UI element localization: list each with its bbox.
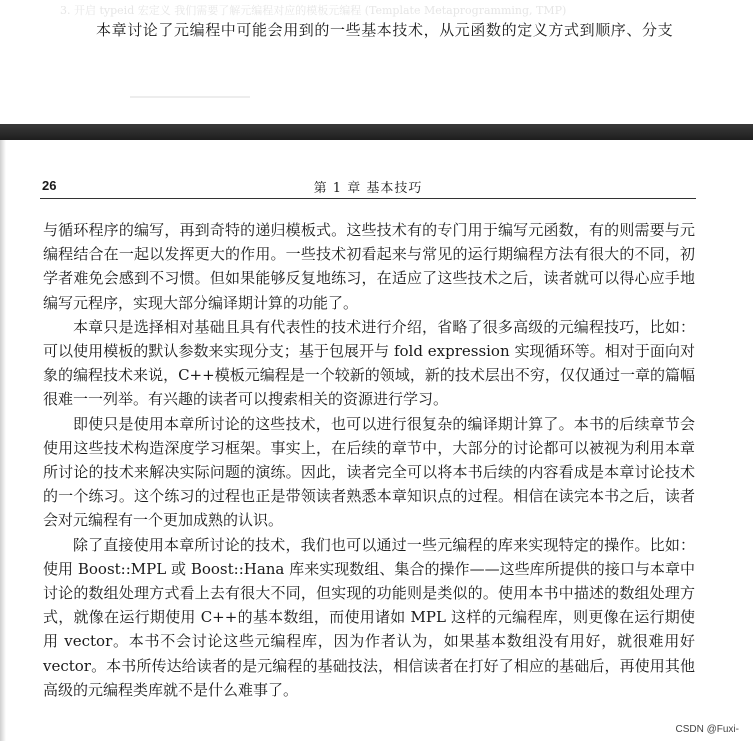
body-text [43,218,695,702]
previous-page-fragment [0,0,753,124]
paragraph: 本章只是选择相对基础且具有代表性的技术进行介绍，省略了很多高级的元编程技巧，比如：可以使用模板的默认参数来实现分支；基于包展开与 fold expression 实现循环等。相对于面向对象的编程技术来说，C++模板元编程是一个较新的领域，新的技术层出不穷，仅仅通过一章的篇幅很难一一列举。有兴趣的读者可以搜索相关的资源进行学习。 [43,317,695,409]
paragraph: 除了直接使用本章所讨论的技术，我们也可以通过一些元编程的库来实现特定的操作。比如：使用 Boost::MPL 或 Boost::Hana 库来实现数组、集合的操作——这些库所提供的接口与本章中讨论的数组处理方式看上去有很大不同，但实现的功能则是类似的。使用本书中描述的数组处理方式，就像在运行期使用 C++的基本数组，而使用诸如 MPL 这样的元编程库，则更像在运行期使用 vector。本书不会讨论这些元编程库，因为作者认为，如果基本数组没有用好，就很难用好 vector。本书所传达给读者的是元编程的基础技法，相信读者在打好了相应的基础后，再使用其他高级的元编程类库就不是什么难事了。 [43,535,695,699]
previous-page-last-line: 本章讨论了元编程中可能会用到的一些基本技术，从元函数的定义方式到顺序、分支 [96,21,674,39]
paragraph: 与循环程序的编写，再到奇特的递归模板式。这些技术有的专门用于编写元函数，有的则需要与元编程结合在一起以发挥更大的作用。一些技术初看起来与常见的运行期编程方法有很大的不同，初学者难免会感到不习惯。但如果能够反复地练习，在适应了这些技术之后，读者就可以得心应手地编写元程序，实现大部分编译期计算的功能了。 [43,221,695,312]
watermark: CSDN @Fuxi- [675,724,739,735]
page-number: 26 [42,178,57,193]
page-edge-shadow [0,140,6,741]
page-header [40,176,696,199]
bleed-through-mark [130,96,250,98]
page-gap [0,124,753,140]
book-page [0,140,753,741]
paragraph: 即使只是使用本章所讨论的这些技术，也可以进行很复杂的编译期计算了。本书的后续章节会使用这些技术构造深度学习框架。事实上，在后续的章节中，大部分的讨论都可以被视为利用本章所讨论的技术来解决实际问题的演练。因此，读者完全可以将本书后续的内容看成是本章讨论技术的一个练习。这个练习的过程也正是带领读者熟悉本章知识点的过程。相信在读完本书之后，读者会对元编程有一个更加成熟的认识。 [43,414,695,530]
running-head: 第 1 章 基本技巧 [313,181,423,196]
bleed-through-text: 3. 开启 typeid 宏定义 我们需要了解元编程对应的模板元编程 (Template Metaprogramming, TMP) [60,4,567,17]
